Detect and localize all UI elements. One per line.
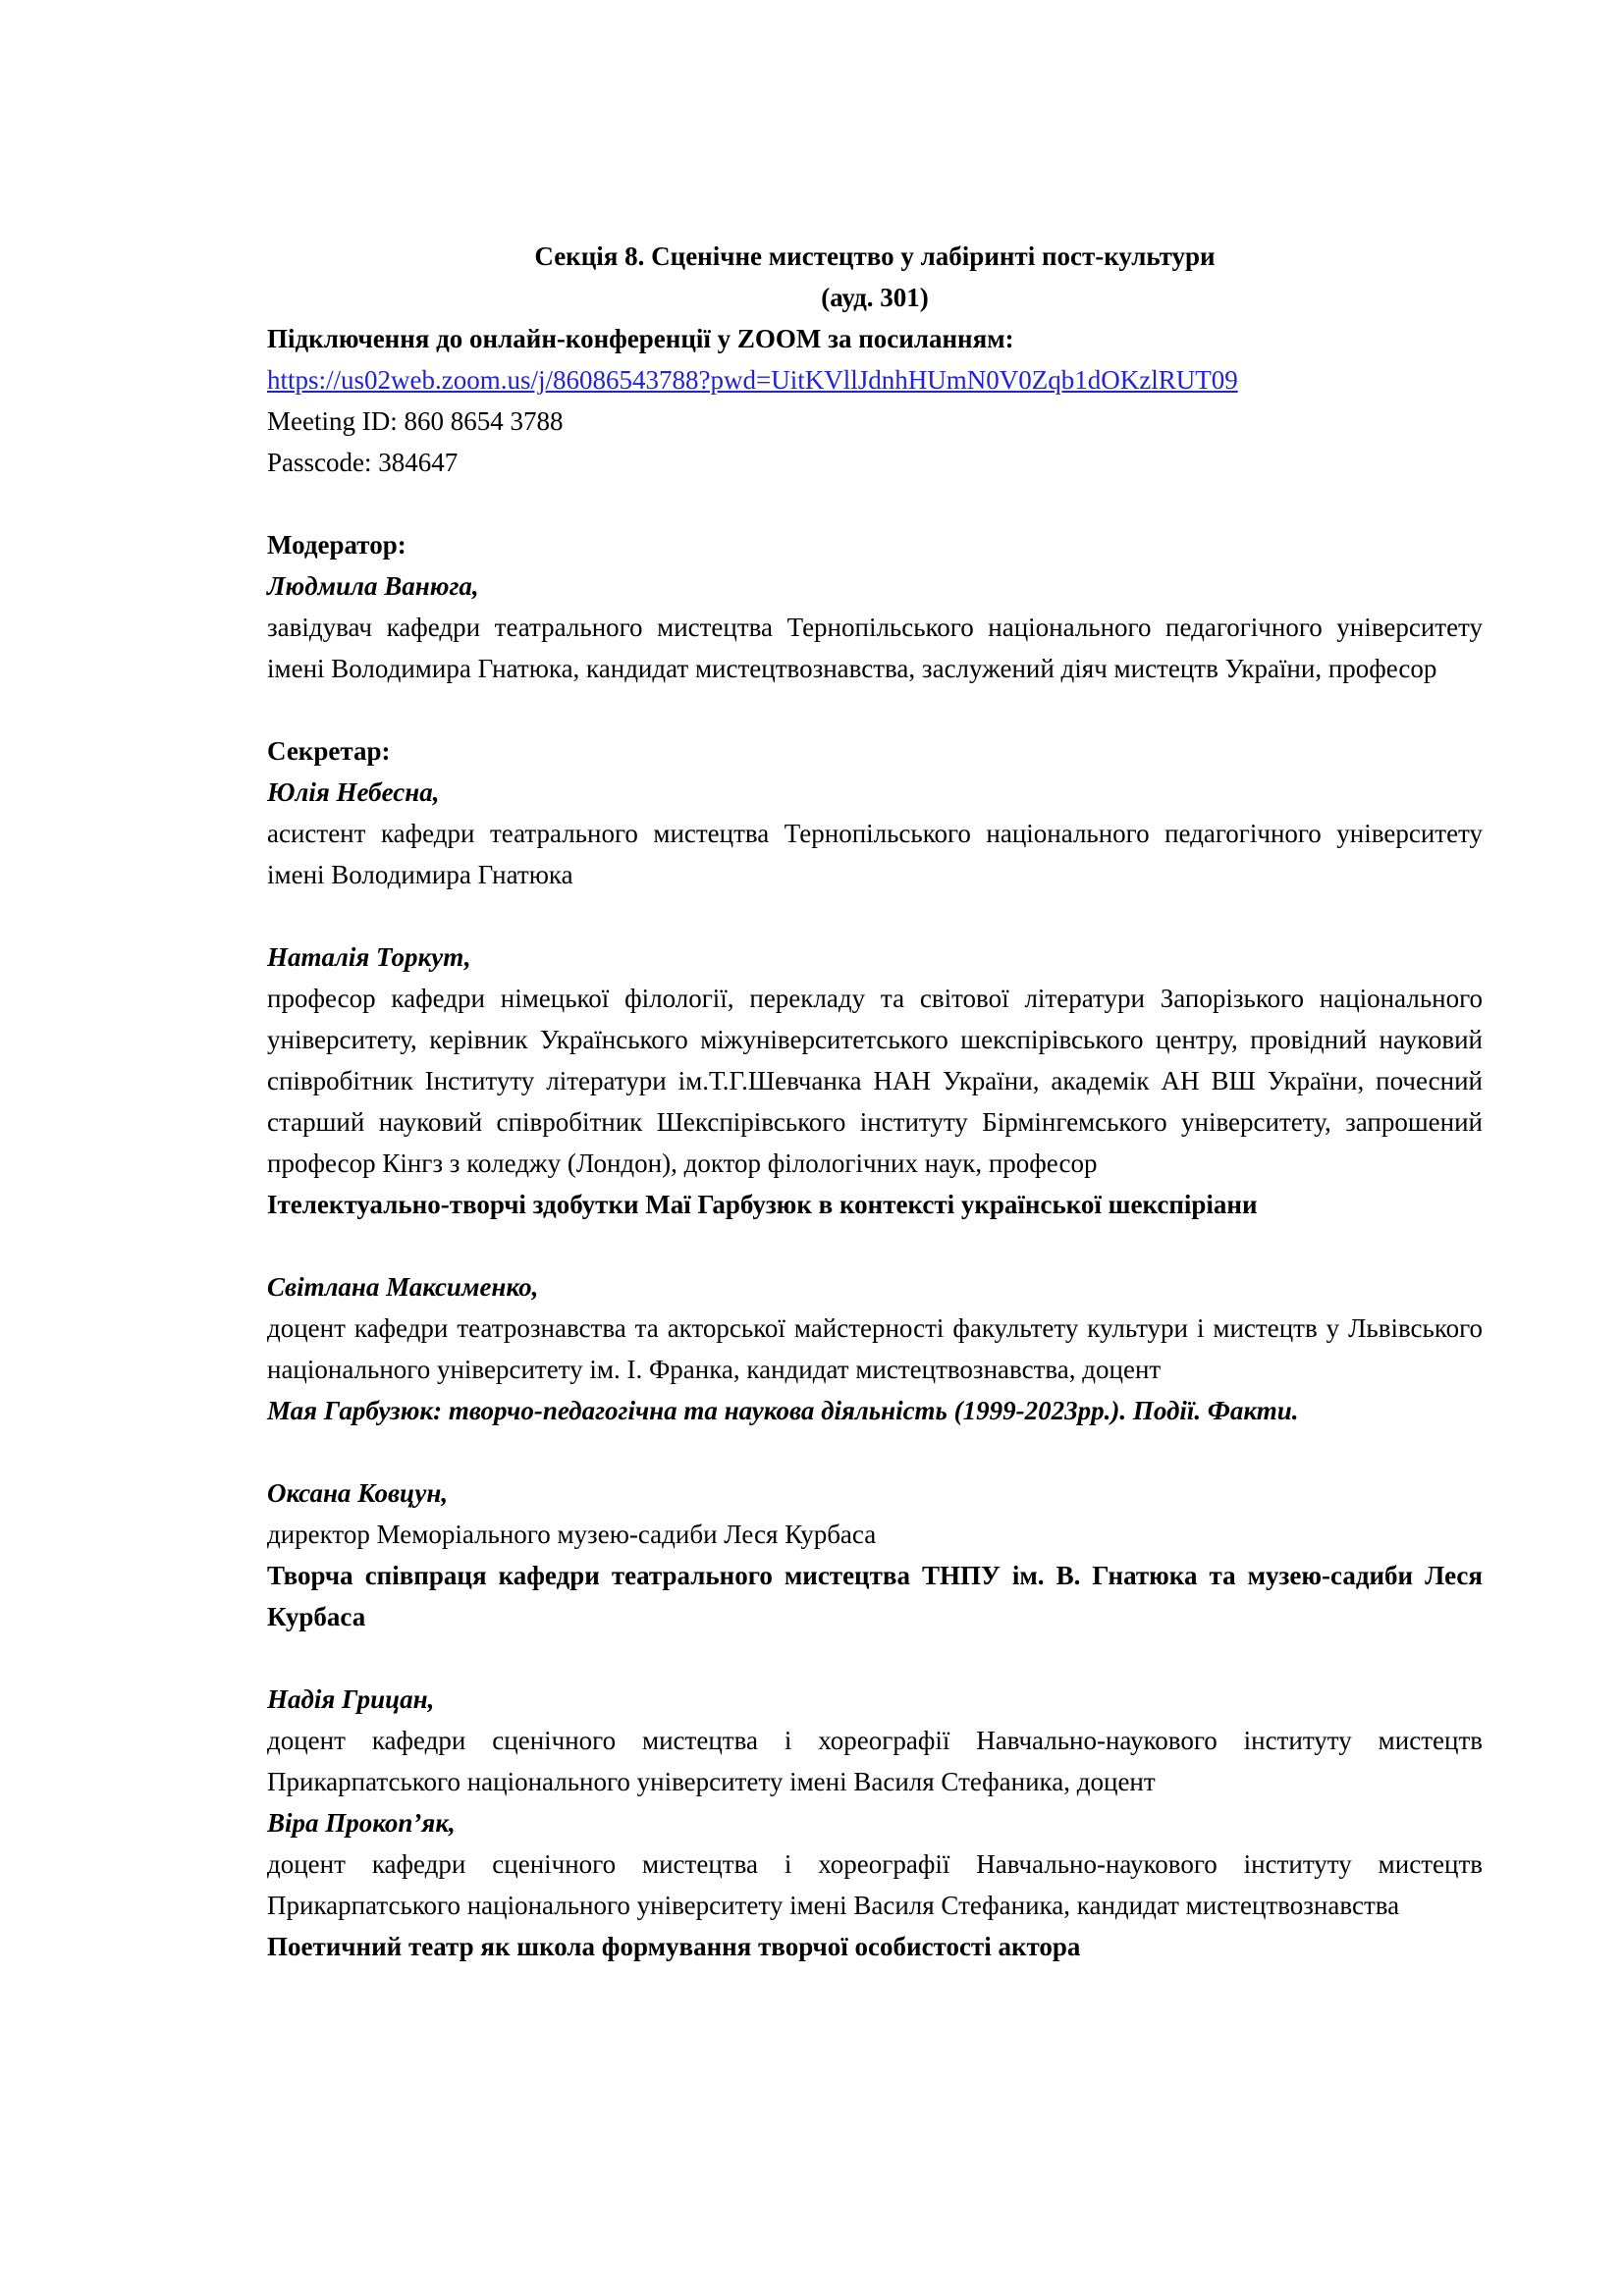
zoom-link[interactable]: https://us02web.zoom.us/j/86086543788?pwd=UitKVllJdnhHUmN0V0Zqb1dOKzlRUT09: [267, 365, 1238, 395]
zoom-connect-label: Підключення до онлайн-конференції у ZOOM за посиланням:: [267, 324, 1014, 353]
secretary-heading: Секретар:: [267, 736, 391, 766]
blank-line: [267, 1225, 1483, 1266]
speaker-name-torkut: Наталія Торкут,: [267, 942, 471, 972]
moderator-affiliation: завідувач кафедри театрального мистецтва Тернопільського національного педагогічного університету імені Володимира Гнатюка, кандидат мистецтвознавства, заслужений діяч мистецтв України, професор: [267, 613, 1483, 683]
meeting-id: Meeting ID: 860 8654 3788: [267, 406, 564, 436]
moderator-name: Людмила Ванюга,: [267, 571, 479, 601]
secretary-affiliation: асистент кафедри театрального мистецтва Тернопільського національного педагогічного університету імені Володимира Гнатюка: [267, 819, 1483, 889]
zoom-link-line: [267, 359, 1483, 400]
secretary-name: Юлія Небесна,: [267, 777, 440, 807]
passcode: Passcode: 384647: [267, 448, 459, 477]
blank-line: [267, 1431, 1483, 1472]
speaker-affiliation-prokopiak: доцент кафедри сценічного мистецтва і хореографії Навчально-наукового інституту мистецтв Прикарпатського національного університету імені Василя Стефаника, кандидат мистецтвознавства: [267, 1849, 1483, 1920]
speaker-affiliation-maksymenko: доцент кафедри театрознавства та акторської майстерності факультету культури і мистецтв у Львівського національного університету ім. І. Франка, кандидат мистецтвознавства, доцент: [267, 1313, 1483, 1384]
talk-title-kovtsun: Творча співпраця кафедри театрального мистецтва ТНПУ ім. В. Гнатюка та музею-садиби Леся Курбаса: [267, 1561, 1483, 1631]
blank-line: [267, 483, 1483, 524]
speaker-affiliation-hrytsan: доцент кафедри сценічного мистецтва і хореографії Навчально-наукового інституту мистецтв Прикарпатського національного університету імені Василя Стефаника, доцент: [267, 1726, 1483, 1796]
blank-line: [267, 895, 1483, 936]
speaker-name-hrytsan: Надія Грицан,: [267, 1684, 435, 1714]
speaker-affiliation-kovtsun: директор Меморіального музею-садиби Леся Курбаса: [267, 1520, 877, 1549]
talk-title-maksymenko: Мая Гарбузюк: творчо-педагогічна та наукова діяльність (1999-2023рр.). Події. Факти.: [267, 1396, 1299, 1425]
blank-line: [267, 689, 1483, 730]
room-label: (ауд. 301): [821, 283, 929, 312]
moderator-heading: Модератор:: [267, 530, 406, 560]
blank-line: [267, 1637, 1483, 1679]
speaker-name-maksymenko: Світлана Максименко,: [267, 1272, 539, 1302]
talk-title-prokopiak: Поетичний театр як школа формування творчої особистості актора: [267, 1932, 1081, 1961]
talk-title-torkut: Ітелектуально-творчі здобутки Маї Гарбузюк в контексті української шекспіріани: [267, 1190, 1258, 1219]
speaker-affiliation-torkut: професор кафедри німецької філології, перекладу та світової літератури Запорізького національного університету, керівник Українського міжуніверситетського шекспірівського центру, провідний науковий співробітник Інституту літератури ім.Т.Г.Шевчанка НАН України, академік АН ВШ України, почесний старший науковий співробітник Шекспірівського інституту Бірмінгемського університету, запрошений професор Кінгз з коледжу (Лондон), доктор філологічних наук, професор: [267, 984, 1483, 1178]
speaker-name-prokopiak: Віра Прокоп’як,: [267, 1808, 456, 1838]
speaker-name-kovtsun: Оксана Ковцун,: [267, 1478, 449, 1508]
section-title: Секція 8. Сценічне мистецтво у лабіринті пост-культури: [534, 241, 1216, 271]
